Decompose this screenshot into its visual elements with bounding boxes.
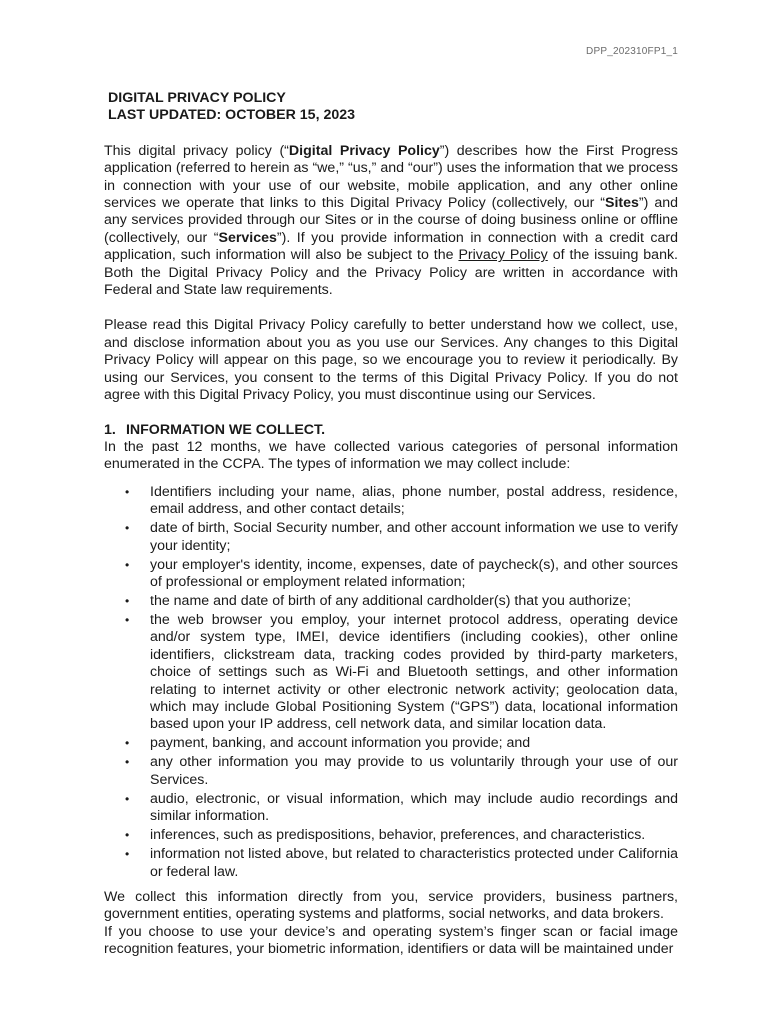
privacy-policy-link[interactable]: Privacy Policy [458, 247, 548, 264]
intro-text: ”) and any services provided through our Sites or in the course of doing business online or offline (collectively, our “ [104, 195, 679, 246]
bullet-icon: • [125, 755, 130, 770]
section-title: INFORMATION WE COLLECT. [125, 421, 326, 438]
last-updated: LAST UPDATED: OCTOBER 15, 2023 [108, 107, 356, 124]
biometric-paragraph: If you choose to use your device’s and operating system’s finger scan or facial image recognition features, your biometric information, identifiers or data will be maintained under [104, 923, 678, 958]
section-heading-information-we-collect [104, 422, 678, 439]
title-block [108, 90, 678, 125]
bullet-icon: • [125, 847, 130, 862]
intro-text: ”). If you provide information in connection with a credit card application, such information will also be subject to the [104, 229, 679, 264]
list-item-text: information not listed above, but related to characteristics protected under California or federal law. [150, 846, 678, 880]
list-item [104, 846, 678, 881]
intro-text: This digital privacy policy (“ [104, 142, 289, 159]
list-item [104, 791, 678, 826]
intro-text: ”) describes how the First Progress application (referred to herein as “we,” “us,” and “our”) uses the information that we process in connection with your use of our website, mobile application, and any other online services we operate that links to this Digital Privacy Policy (collectively, our “ [104, 142, 678, 212]
list-item [104, 612, 678, 734]
list-item-text: date of birth, Social Security number, and other account information we use to verify your identity; [150, 520, 678, 554]
list-item-text: Identifiers including your name, alias, phone number, postal address, residence, email address, and other contact details; [150, 483, 678, 518]
list-item [104, 593, 678, 610]
bullet-icon: • [125, 484, 130, 499]
list-item [104, 735, 678, 752]
defined-term-sites: Sites [605, 195, 639, 212]
bullet-icon: • [125, 521, 130, 536]
intro-text: of the issuing bank. Both the Digital Privacy Policy and the Privacy Policy are written in accordance with Federal and State law requirements. [104, 247, 678, 299]
defined-term-digital-privacy-policy: Digital Privacy Policy [288, 142, 440, 159]
page-title: DIGITAL PRIVACY POLICY [108, 90, 286, 106]
bullet-icon: • [125, 593, 130, 608]
list-item-text: any other information you may provide to us voluntarily through your use of our Services. [150, 754, 678, 788]
section-intro: In the past 12 months, we have collected various categories of personal information enumerated in the CCPA. The types of information we may collect include: [104, 438, 678, 473]
bullet-icon: • [125, 736, 130, 751]
document-code: DPP_202310FP1_1 [586, 46, 678, 57]
bullet-icon: • [125, 828, 130, 843]
list-item-text: payment, banking, and account information you provide; and [150, 735, 531, 752]
list-item-text: your employer's identity, income, expenses, date of paycheck(s), and other sources of professional or employment related information; [150, 556, 678, 590]
list-item [104, 557, 678, 592]
intro-paragraph-1 [104, 143, 678, 300]
intro-paragraph-2: Please read this Digital Privacy Policy carefully to better understand how we collect, use, and disclose information about you as you use our Services. Any changes to this Digital Privacy Policy will appear on this page, so we encourage you to review it periodically. By using our Services, you consent to the terms of this Digital Privacy Policy. If you do not agree with this Digital Privacy Policy, you must discontinue using our Services. [104, 317, 678, 404]
document-page [104, 90, 678, 959]
list-item-text: the web browser you employ, your internet protocol address, operating device and/or system type, IMEI, device identifiers (including cookies), other online identifiers, clickstream data, tracking codes provided by third-party marketers, choice of settings such as Wi-Fi and Bluetooth settings, and other information relating to internet activity or other electronic network activity; geolocation data, which may include Global Positioning System (“GPS”) data, locational information based upon your IP address, cell network data, and similar location data. [150, 611, 678, 733]
defined-term-services: Services [218, 229, 277, 246]
section-number: 1. [104, 421, 116, 438]
list-item [104, 484, 678, 519]
information-list [104, 484, 678, 881]
list-item-text: the name and date of birth of any additional cardholder(s) that you authorize; [150, 592, 632, 609]
bullet-icon: • [125, 791, 130, 806]
list-item [104, 520, 678, 555]
bullet-icon: • [125, 557, 130, 572]
list-item [104, 754, 678, 789]
collection-sources-paragraph: We collect this information directly from you, service providers, business partners, government entities, operating systems and platforms, social networks, and data brokers. [104, 889, 678, 923]
list-item-text: inferences, such as predispositions, behavior, preferences, and characteristics. [150, 827, 646, 844]
list-item-text: audio, electronic, or visual information, which may include audio recordings and similar information. [150, 790, 678, 825]
bullet-icon: • [125, 612, 130, 627]
list-item [104, 827, 678, 844]
